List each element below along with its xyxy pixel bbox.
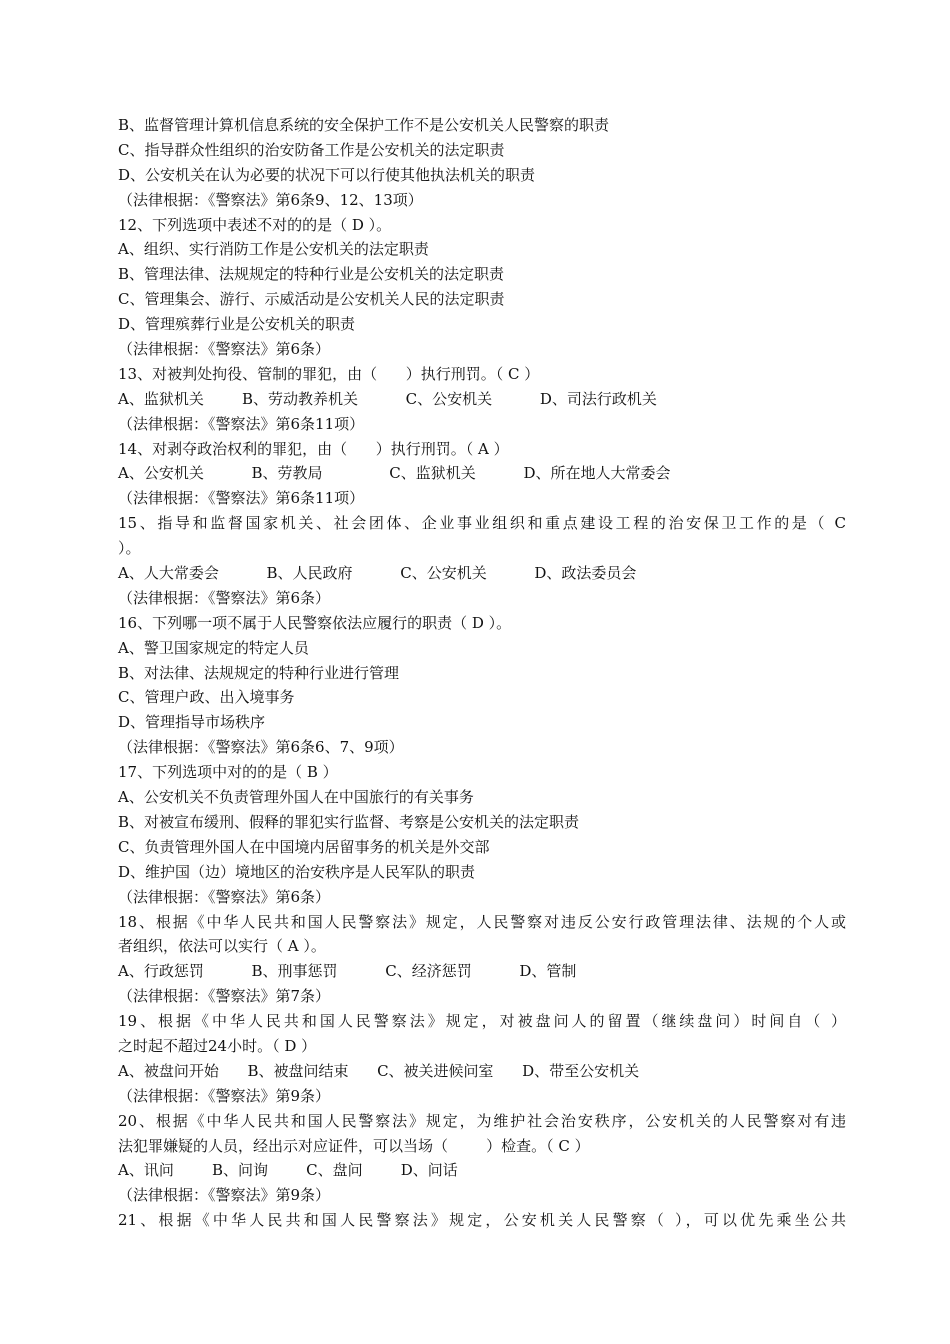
question-16: 16、下列哪一项不属于人民警察依法应履行的职责（ D ）。	[118, 613, 512, 632]
legal-basis-note: （法律根据：《警察法》第6条）	[118, 588, 331, 607]
question-15: 15、指导和监督国家机关、社会团体、企业事业组织和重点建设工程的治安保卫工作的是（ C	[118, 514, 846, 533]
question-14: 14、对剥夺政治权利的罪犯，由（ ）执行刑罚。（ A ）	[118, 439, 509, 458]
question-18-continued: 者组织，依法可以实行（ A ）。	[118, 937, 326, 956]
option-line: D、管理指导市场秩序	[118, 713, 266, 732]
option-line: A、组织、实行消防工作是公安机关的法定职责	[118, 240, 429, 259]
question-12: 12、下列选项中表述不对的的是（ D ）。	[118, 215, 392, 234]
legal-basis-note: （法律根据：《警察法》第6条6、7、9项）	[118, 738, 404, 757]
legal-basis-note: （法律根据：《警察法》第9条）	[118, 1086, 331, 1105]
legal-basis-note: （法律根据：《警察法》第6条）	[118, 340, 331, 359]
question-19-continued: 之时起不超过24小时。（ D ）	[118, 1036, 317, 1055]
option-line: B、对被宣布缓刑、假释的罪犯实行监督、考察是公安机关的法定职责	[118, 812, 580, 831]
text-line: B、监督管理计算机信息系统的安全保护工作不是公安机关人民警察的职责	[118, 116, 610, 134]
option-line: C、管理集会、游行、示威活动是公安机关人民的法定职责	[118, 290, 505, 309]
option-line: B、管理法律、法规规定的特种行业是公安机关的法定职责	[118, 265, 505, 284]
legal-basis-note: （法律根据：《警察法》第6条11项）	[118, 489, 365, 508]
option-line: A、被盘问开始 B、被盘问结束 C、被关进候问室 D、带至公安机关	[118, 1061, 640, 1080]
question-20-continued: 法犯罪嫌疑的人员，经出示对应证件，可以当场（ ）检查。（ C ）	[118, 1136, 590, 1155]
legal-basis-note: （法律根据：《警察法》第6条9、12、13项）	[118, 190, 423, 209]
question-19: 19、根据《中华人民共和国人民警察法》规定，对被盘问人的留置（继续盘问）时间自（ ）	[118, 1012, 846, 1031]
question-21: 21、根据《中华人民共和国人民警察法》规定，公安机关人民警察（ ），可以优先乘坐公共	[118, 1211, 846, 1230]
option-line: A、警卫国家规定的特定人员	[118, 638, 309, 657]
option-line: B、对法律、法规规定的特种行业进行管理	[118, 663, 400, 682]
legal-basis-note: （法律根据：《警察法》第6条）	[118, 887, 331, 906]
question-17: 17、下列选项中对的的是（ B ）	[118, 763, 338, 782]
question-13: 13、对被判处拘役、管制的罪犯，由（ ）执行刑罚。（ C ）	[118, 364, 540, 383]
option-line: D、管理殡葬行业是公安机关的职责	[118, 315, 356, 334]
question-18: 18、根据《中华人民共和国人民警察法》规定，人民警察对违反公安行政管理法律、法规的个人或	[118, 912, 846, 931]
option-line: A、行政惩罚 B、刑事惩罚 C、经济惩罚 D、管制	[118, 962, 577, 981]
option-line: C、负责管理外国人在中国境内居留事务的机关是外交部	[118, 837, 490, 856]
text-line: C、指导群众性组织的治安防备工作是公安机关的法定职责	[118, 140, 505, 159]
text-line: D、公安机关在认为必要的状况下可以行使其他执法机关的职责	[118, 165, 536, 184]
option-line: A、讯问 B、问询 C、盘问 D、问话	[118, 1161, 458, 1180]
option-line: D、维护国（边）境地区的治安秩序是人民军队的职责	[118, 862, 476, 881]
legal-basis-note: （法律根据：《警察法》第9条）	[118, 1186, 331, 1205]
legal-basis-note: （法律根据：《警察法》第6条11项）	[118, 414, 365, 433]
question-20: 20、根据《中华人民共和国人民警察法》规定，为维护社会治安秩序，公安机关的人民警察对有违	[118, 1111, 846, 1130]
option-line: A、监狱机关 B、劳动教养机关 C、公安机关 D、司法行政机关	[118, 389, 657, 408]
question-15-continued: ）。	[118, 539, 141, 558]
option-line: A、公安机关 B、劳教局 C、监狱机关 D、所在地人大常委会	[118, 464, 671, 483]
option-line: A、人大常委会 B、人民政府 C、公安机关 D、政法委员会	[118, 564, 637, 583]
option-line: A、公安机关不负责管理外国人在中国旅行的有关事务	[118, 788, 474, 807]
option-line: C、管理户政、出入境事务	[118, 688, 295, 707]
document-body	[118, 113, 846, 1233]
legal-basis-note: （法律根据：《警察法》第7条）	[118, 987, 331, 1006]
